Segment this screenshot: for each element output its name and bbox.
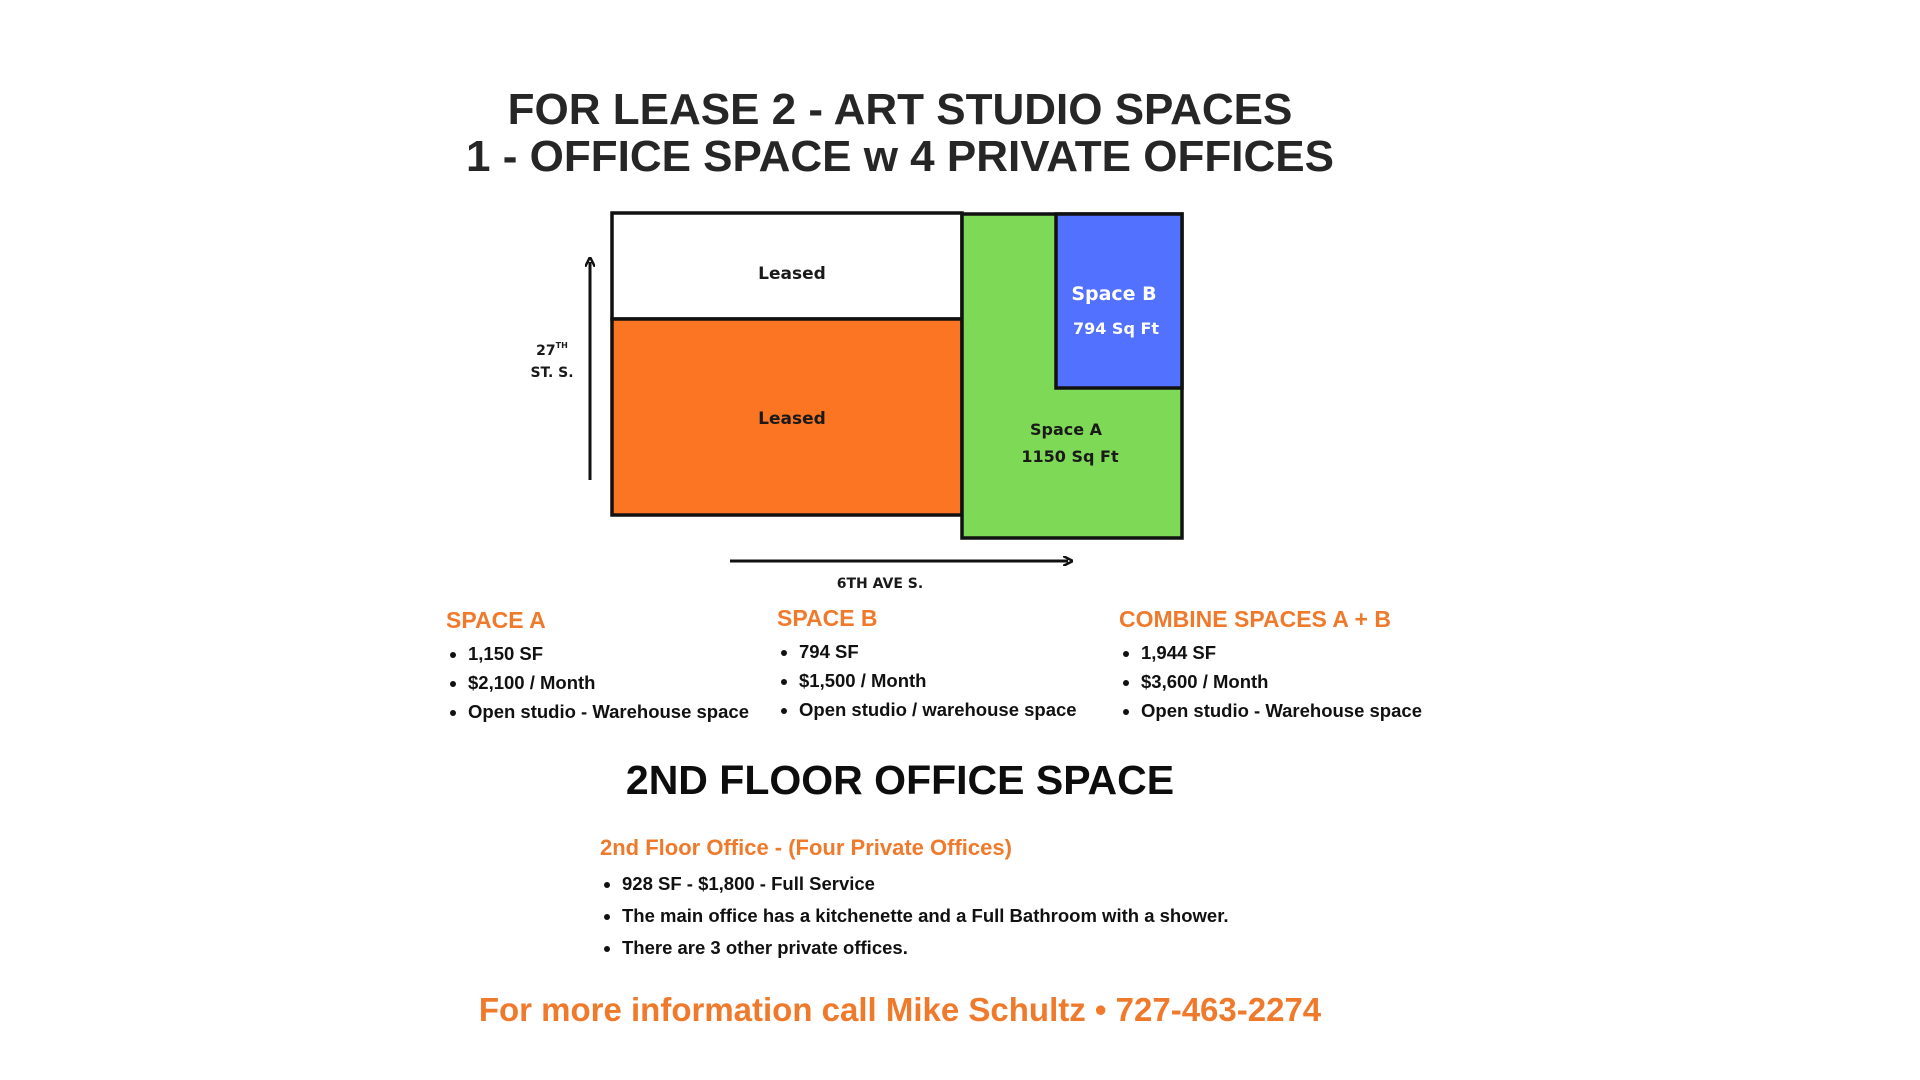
list-item: • $3,600 / Month — [1141, 667, 1422, 696]
space-b-list — [777, 637, 1077, 724]
list-item: • 1,150 SF — [468, 639, 749, 668]
second-floor-office-details — [600, 836, 1229, 964]
space-a-size: 1150 Sq Ft — [1021, 447, 1119, 466]
second-floor-list — [600, 868, 1229, 964]
list-item: • $1,500 / Month — [799, 666, 1077, 695]
space-b-name: Space B — [1071, 283, 1157, 305]
second-floor-heading: 2ND FLOOR OFFICE SPACE — [625, 757, 1175, 803]
space-b-heading: SPACE B — [777, 605, 878, 631]
combined-spaces-list — [1119, 638, 1422, 725]
leased-top-label: Leased — [758, 264, 826, 284]
space-a-list — [446, 639, 749, 726]
page-title-line-2: 1 - OFFICE SPACE w 4 PRIVATE OFFICES — [466, 132, 1334, 181]
street-vertical-number: 27 — [536, 343, 556, 359]
street-horizontal-label: 6TH AVE S. — [836, 576, 924, 592]
list-item: • 794 SF — [799, 637, 1077, 666]
street-vertical-label — [536, 341, 568, 359]
list-item: • $2,100 / Month — [468, 668, 749, 697]
space-a-heading: SPACE A — [446, 607, 546, 633]
contact-line: For more information call Mike Schultz • 727-463-2274 — [478, 991, 1322, 1028]
list-item: • Open studio / warehouse space — [799, 695, 1077, 724]
leased-bottom-label: Leased — [758, 409, 826, 429]
street-vertical-sup: TH — [555, 341, 568, 350]
page-title-line-1: FOR LEASE 2 - ART STUDIO SPACES — [507, 85, 1293, 134]
list-item: • There are 3 other private offices. — [622, 932, 1229, 964]
space-a-details — [446, 608, 749, 726]
list-item: • Open studio - Warehouse space — [1141, 696, 1422, 725]
combined-spaces-heading: COMBINE SPACES A + B — [1119, 606, 1391, 632]
list-item: • 928 SF - $1,800 - Full Service — [622, 868, 1229, 900]
space-b-size: 794 Sq Ft — [1072, 319, 1160, 338]
list-item: • 1,944 SF — [1141, 638, 1422, 667]
list-item: • The main office has a kitchenette and a Full Bathroom with a shower. — [622, 900, 1229, 932]
street-vertical-suffix: ST. S. — [530, 365, 574, 381]
combined-spaces-details — [1119, 607, 1422, 725]
second-floor-subheading: 2nd Floor Office - (Four Private Offices) — [600, 835, 1012, 860]
list-item: • Open studio - Warehouse space — [468, 697, 749, 726]
space-b-details — [777, 606, 1077, 724]
space-a-name: Space A — [1029, 420, 1103, 439]
